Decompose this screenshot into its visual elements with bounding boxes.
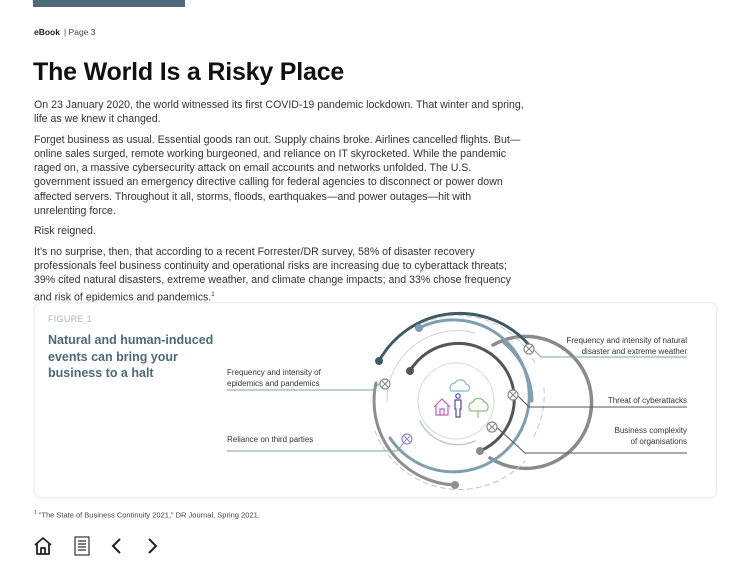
- figure-card: [34, 302, 717, 498]
- page-number: | Page 3: [63, 27, 96, 37]
- label-business-complexity: [535, 425, 687, 447]
- paragraph-4-text: It’s no surprise, then, that according to a recent Forrester/DR survey, 58% of disaster recovery professionals feel business continuity and operational risks are increasing due to cyberattack threats; 39% cited natural disasters, extreme weather, and climate change impacts; and 33% chose frequency and risk of epidemics and pandemics.: [34, 245, 511, 304]
- label-line: disaster and extreme weather: [581, 347, 687, 356]
- label-cyberattacks: [535, 395, 687, 406]
- label-natural-disaster: [515, 335, 687, 357]
- paragraph-4: [34, 245, 524, 305]
- figure-label: FIGURE 1: [48, 314, 92, 324]
- paragraph-1: On 23 January 2020, the world witnessed its first COVID-19 pandemic lockdown. That winter and spring, life as we knew it changed.: [34, 99, 524, 126]
- top-accent-bar: [33, 0, 185, 7]
- next-page-button[interactable]: [143, 533, 163, 559]
- center-icons: [434, 380, 488, 418]
- label-epidemics: [227, 367, 367, 389]
- label-line: Reliance on third parties: [227, 435, 314, 444]
- next-page-icon: [147, 537, 159, 555]
- label-line: Business complexity: [614, 426, 687, 435]
- footnote-marker: 1: [34, 510, 37, 516]
- label-line: Frequency and intensity of natural: [566, 336, 687, 345]
- label-line: of organisations: [630, 437, 687, 446]
- body-text: [34, 98, 524, 310]
- home-icon: [33, 536, 53, 556]
- label-third-parties: [227, 434, 367, 445]
- label-line: Frequency and intensity of: [227, 368, 321, 377]
- footnote-text: “The State of Business Continuity 2021,” DR Journal, Spring 2021.: [36, 510, 260, 520]
- table-of-contents-icon: [74, 536, 90, 556]
- previous-page-button[interactable]: [106, 533, 126, 559]
- footnote-reference[interactable]: 1: [211, 291, 215, 298]
- footnote: [34, 510, 260, 520]
- previous-page-icon: [110, 537, 122, 555]
- home-button[interactable]: [31, 533, 55, 559]
- ebook-label: eBook: [34, 27, 60, 37]
- paragraph-2: Forget business as usual. Essential goods ran out. Supply chains broke. Airlines cancelled flights. But—online sales surged, remote working burgeoned, and reliance on IT skyrocketed. While the pandemic raged on, a massive cybersecurity attack on email accounts and networks unfolded. The U.S. government issued an emergency directive calling for federal agencies to disconnect or power down affected servers. Throughout it all, storms, floods, earthquakes—and power outages—hit with unrelenting force.: [34, 133, 521, 218]
- figure-title: Natural and human-induced events can bring your business to a halt: [48, 333, 214, 380]
- page-header: [34, 27, 96, 37]
- page-title: The World Is a Risky Place: [33, 58, 345, 86]
- paragraph-3: Risk reigned.: [34, 225, 96, 238]
- table-of-contents-button[interactable]: [71, 533, 93, 559]
- label-line: epidemics and pandemics: [227, 379, 320, 388]
- label-line: Threat of cyberattacks: [607, 396, 687, 405]
